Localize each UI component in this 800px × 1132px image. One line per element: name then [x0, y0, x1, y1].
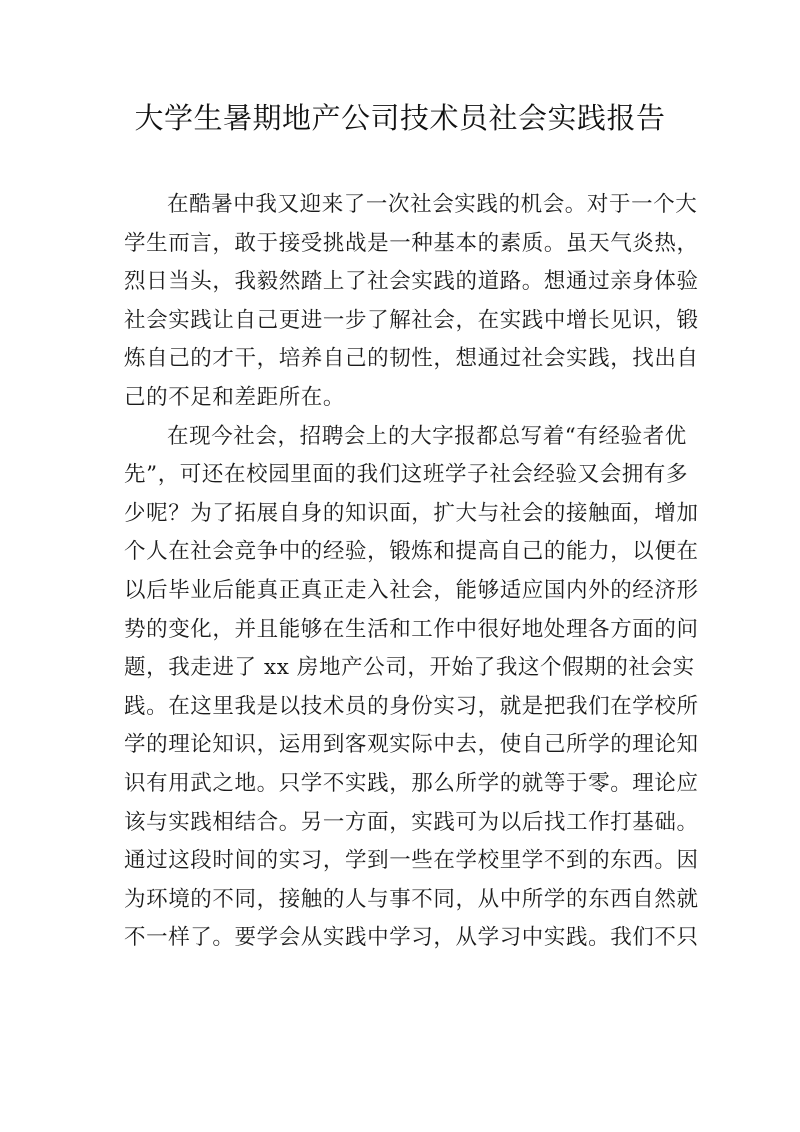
- paragraph-1: [124, 186, 699, 418]
- paragraph-line: 学生而言，敢于接受挑战是一种基本的素质。虽天气炎热，: [124, 230, 699, 256]
- paragraph-line: 炼自己的才干，培养自己的韧性，想通过社会实践，找出自: [124, 346, 699, 372]
- paragraph-line: 少呢？为了拓展自身的知识面，扩大与社会的接触面，增加: [124, 500, 699, 526]
- paragraph-line: 践。在这里我是以技术员的身份实习，就是把我们在学校所: [124, 693, 699, 719]
- paragraph-line: 识有用武之地。只学不实践，那么所学的就等于零。理论应: [124, 770, 699, 796]
- paragraph-line: 学的理论知识，运用到客观实际中去，使自己所学的理论知: [124, 732, 699, 758]
- document-body: [124, 186, 699, 958]
- paragraph-line: 通过这段时间的实习，学到一些在学校里学不到的东西。因: [124, 848, 699, 874]
- paragraph-2: [124, 418, 699, 958]
- paragraph-line: 在酷暑中我又迎来了一次社会实践的机会。对于一个大: [167, 192, 698, 217]
- paragraph-line: 个人在社会竞争中的经验，锻炼和提高自己的能力，以便在: [124, 539, 699, 565]
- paragraph-line: 该与实践相结合。另一方面，实践可为以后找工作打基础。: [124, 809, 699, 835]
- paragraph-line: 社会实践让自己更进一步了解社会，在实践中增长见识，锻: [124, 307, 699, 333]
- paragraph-line: 以后毕业后能真正真正走入社会，能够适应国内外的经济形: [124, 577, 699, 603]
- paragraph-line: 不一样了。要学会从实践中学习，从学习中实践。我们不只: [124, 925, 699, 951]
- paragraph-line: 在现今社会，招聘会上的大字报都总写着“有经验者优: [167, 423, 687, 449]
- paragraph-line: 己的不足和差距所在。: [124, 384, 346, 410]
- paragraph-line: 势的变化，并且能够在生活和工作中很好地处理各方面的问: [124, 616, 699, 642]
- paragraph-line: 先”，可还在校园里面的我们这班学子社会经验又会拥有多: [124, 462, 689, 488]
- paragraph-line: 为环境的不同，接触的人与事不同，从中所学的东西自然就: [124, 886, 699, 912]
- document-title: 大学生暑期地产公司技术员社会实践报告: [134, 101, 666, 135]
- paragraph-line: 题，我走进了 xx 房地产公司，开始了我这个假期的社会实: [124, 655, 695, 681]
- paragraph-line: 烈日当头，我毅然踏上了社会实践的道路。想通过亲身体验: [124, 269, 699, 295]
